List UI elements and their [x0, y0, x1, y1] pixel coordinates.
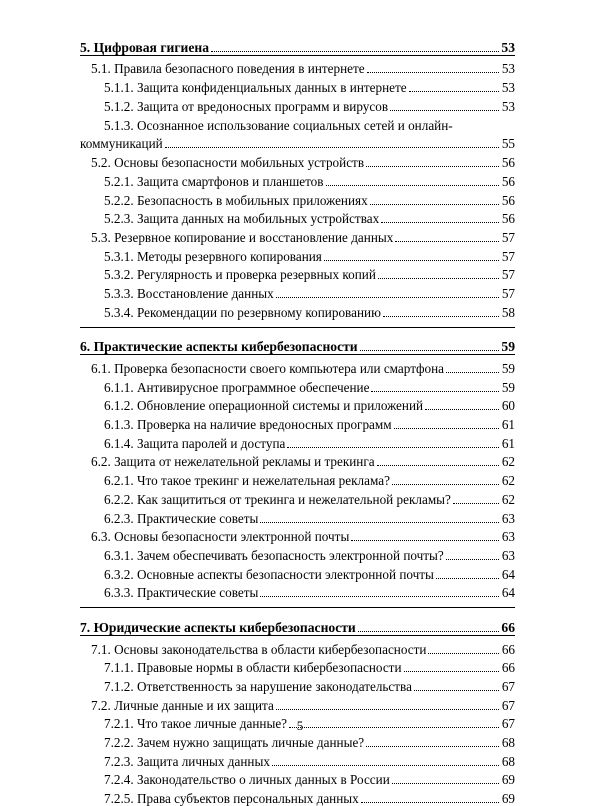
toc-entry[interactable] [80, 507, 515, 526]
page-number: 5 [296, 718, 304, 733]
toc-entry-page: 59 [501, 361, 515, 376]
toc-entry-title: 6.1.4. Защита паролей и доступа [104, 435, 286, 451]
toc-leader-dots [428, 653, 499, 654]
toc-entry[interactable] [80, 170, 515, 189]
toc-entry[interactable] [80, 787, 515, 806]
toc-entry-title: 7.2.3. Защита личных данных [104, 753, 270, 769]
toc-leader-dots [276, 297, 499, 298]
toc-leader-dots [326, 185, 500, 186]
toc-entry-title: 5.3.1. Методы резервного копирования [104, 248, 322, 264]
toc-entry-page: 56 [501, 155, 515, 171]
toc-leader-dots [446, 559, 499, 560]
toc-leader-dots [366, 746, 499, 747]
toc-leader-dots [272, 765, 499, 766]
toc-entry-title: 6. Практические аспекты кибербезопасности [80, 339, 358, 355]
toc-entry[interactable] [80, 432, 515, 451]
toc-entry[interactable] [80, 282, 515, 301]
toc-entry-page: 63 [501, 529, 515, 545]
toc-entry-title: 7.2. Личные данные и их защита [91, 697, 274, 713]
toc-entry-page: 62 [501, 473, 515, 489]
toc-entry[interactable] [80, 657, 515, 676]
toc-entry-title: 5.1. Правила безопасного поведения в интернете [91, 61, 365, 77]
toc-entry[interactable] [80, 357, 515, 376]
toc-chapter[interactable] [80, 336, 515, 356]
toc-entry[interactable] [80, 563, 515, 582]
toc-entry-page: 68 [501, 735, 515, 751]
toc-entry-page: 56 [501, 211, 515, 227]
toc-entry-title: 7. Юридические аспекты кибербезопасности [80, 619, 356, 635]
toc-entry-title: 5.3.2. Регулярность и проверка резервных копий [104, 267, 376, 283]
toc-entry[interactable] [80, 114, 515, 133]
toc-leader-dots [351, 540, 499, 541]
toc-entry[interactable] [80, 451, 515, 470]
chapter-separator [80, 320, 515, 328]
toc-entry-title: 5.1.1. Защита конфиденциальных данных в интернете [104, 80, 407, 96]
toc-entry-page: 69 [501, 772, 515, 788]
toc-leader-dots [414, 690, 499, 691]
toc-entry-page: 57 [501, 267, 515, 283]
toc-entry-title: 5.1.2. Защита от вредоносных программ и вирусов [104, 98, 389, 114]
toc-entry[interactable] [80, 58, 515, 77]
toc-entry-title: 7.1.1. Правовые нормы в области кибербезопасности [104, 660, 402, 676]
toc-entry[interactable] [80, 526, 515, 545]
toc-entry-page: 68 [501, 753, 515, 769]
toc-entry-title: 6.2. Защита от нежелательной рекламы и трекинга [91, 454, 375, 470]
toc-entry[interactable] [80, 731, 515, 750]
toc-leader-dots [260, 596, 499, 597]
toc-leader-dots [392, 484, 499, 485]
toc-leader-dots [395, 241, 499, 242]
toc-leader-dots [287, 447, 499, 448]
toc-leader-dots [378, 278, 499, 279]
toc-entry[interactable] [80, 395, 515, 414]
toc-entry[interactable] [80, 226, 515, 245]
toc-entry[interactable] [80, 264, 515, 283]
toc-entry-title: 6.2.3. Практические советы [104, 510, 259, 526]
toc-entry[interactable] [80, 189, 515, 208]
toc-entry-title: 6.1. Проверка безопасности своего компьютера или смартфона [91, 361, 445, 376]
toc-entry[interactable] [80, 694, 515, 713]
toc-entry[interactable] [80, 675, 515, 694]
toc-leader-dots [383, 316, 499, 317]
toc-entry[interactable] [80, 245, 515, 264]
toc-entry-page: 64 [501, 585, 515, 601]
toc-leader-dots [381, 222, 499, 223]
toc-entry-title: 5.2.1. Защита смартфонов и планшетов [104, 173, 324, 189]
toc-leader-dots [371, 391, 499, 392]
toc-entry[interactable] [80, 376, 515, 395]
toc-entry-title: 7.1. Основы законодательства в области кибербезопасности [91, 641, 427, 657]
toc-entry[interactable] [80, 95, 515, 114]
toc-entry-page: 61 [501, 435, 515, 451]
toc-entry[interactable] [80, 544, 515, 563]
toc-entry-title: 7.2.5. Права субъектов персональных данных [104, 791, 359, 806]
toc-entry-title: коммуникаций [80, 136, 163, 152]
toc-entry-page: 63 [501, 510, 515, 526]
toc-entry-title: 5.1.3. Осознанное использование социальных сетей и онлайн- [104, 117, 453, 133]
chapter-separator [80, 600, 515, 608]
toc-leader-dots [370, 204, 499, 205]
toc-entry-page: 58 [501, 304, 515, 320]
toc-entry-title: 6.3. Основы безопасности электронной почты [91, 529, 350, 545]
toc-entry[interactable] [80, 301, 515, 320]
toc-entry-title: 5.2.3. Защита данных на мобильных устройствах [104, 211, 380, 227]
toc-entry-page: 57 [501, 248, 515, 264]
toc-entry-title: 7.2.4. Законодательство о личных данных в России [104, 772, 390, 788]
toc-entry-title: 7.2.2. Зачем нужно защищать личные данные? [104, 735, 365, 751]
toc-entry-page: 60 [501, 398, 515, 414]
toc-entry-title: 5.2. Основы безопасности мобильных устройств [91, 155, 365, 171]
toc-leader-dots [425, 409, 499, 410]
toc-entry-page: 62 [501, 454, 515, 470]
toc-entry-title: 5. Цифровая гигиена [80, 39, 209, 55]
toc-entry-page: 53 [501, 98, 515, 114]
toc-entry-page: 69 [501, 791, 515, 806]
toc-entry-title: 6.3.1. Зачем обеспечивать безопасность электронной почты? [104, 547, 444, 563]
toc-entry-title: 6.2.2. Как защититься от трекинга и нежелательной рекламы? [104, 491, 451, 507]
toc-leader-dots [392, 783, 499, 784]
toc-entry-page: 66 [501, 660, 515, 676]
toc-entry-title: 6.1.1. Антивирусное программное обеспечение [104, 379, 370, 395]
toc-leader-dots [324, 260, 499, 261]
toc-leader-dots [436, 578, 499, 579]
toc-leader-dots [409, 91, 499, 92]
toc-entry-continuation[interactable] [80, 133, 515, 152]
toc-entry[interactable] [80, 582, 515, 601]
toc-leader-dots [211, 51, 499, 52]
toc-entry-page: 55 [501, 136, 515, 152]
toc-entry[interactable] [80, 469, 515, 488]
toc-chapter[interactable] [80, 616, 515, 636]
toc-leader-dots [260, 522, 499, 523]
toc-entry-title: 6.1.3. Проверка на наличие вредоносных программ [104, 417, 392, 433]
toc-entry-page: 64 [501, 566, 515, 582]
toc-leader-dots [366, 166, 499, 167]
toc-entry-page: 53 [501, 80, 515, 96]
toc-entry-title: 5.2.2. Безопасность в мобильных приложениях [104, 192, 368, 208]
toc-entry[interactable] [80, 750, 515, 769]
toc-entry-page: 63 [501, 547, 515, 563]
table-of-contents [80, 36, 515, 806]
toc-leader-dots [394, 428, 499, 429]
toc-entry-page: 67 [501, 679, 515, 694]
toc-entry-page: 57 [501, 285, 515, 301]
toc-entry-title: 6.1.2. Обновление операционной системы и приложений [104, 398, 424, 414]
toc-leader-dots [165, 147, 499, 148]
toc-entry-page: 53 [501, 39, 515, 55]
toc-leader-dots [367, 72, 499, 73]
toc-entry[interactable] [80, 769, 515, 788]
toc-leader-dots [276, 709, 499, 710]
toc-entry-page: 66 [501, 641, 515, 657]
toc-entry-title: 5.3.3. Восстановление данных [104, 285, 274, 301]
toc-entry-page: 56 [501, 173, 515, 189]
toc-entry-page: 59 [501, 379, 515, 395]
toc-entry[interactable] [80, 638, 515, 657]
toc-entry-title: 7.2.1. Что такое личные данные? [104, 716, 288, 732]
toc-entry-title: 7.1.2. Ответственность за нарушение законодательства [104, 679, 412, 694]
toc-entry-page: 53 [501, 61, 515, 77]
toc-entry-page: 57 [501, 229, 515, 245]
toc-entry-page: 66 [501, 619, 515, 635]
toc-entry[interactable] [80, 488, 515, 507]
toc-entry-title: 6.2.1. Что такое трекинг и нежелательная реклама? [104, 473, 390, 489]
toc-entry[interactable] [80, 151, 515, 170]
toc-leader-dots [358, 631, 499, 632]
toc-leader-dots [390, 110, 499, 111]
toc-entry-title: 5.3.4. Рекомендации по резервному копированию [104, 304, 381, 320]
toc-leader-dots [360, 350, 499, 351]
toc-entry[interactable] [80, 76, 515, 95]
toc-entry-page: 61 [501, 417, 515, 433]
toc-entry-page: 59 [501, 339, 515, 355]
toc-entry-page: 67 [501, 716, 515, 732]
toc-leader-dots [404, 671, 500, 672]
toc-entry-page: 62 [501, 491, 515, 507]
toc-entry[interactable] [80, 208, 515, 227]
toc-entry-page: 56 [501, 192, 515, 208]
toc-entry[interactable] [80, 413, 515, 432]
toc-leader-dots [361, 802, 499, 803]
toc-entry-title: 6.3.3. Практические советы [104, 585, 259, 601]
toc-chapter[interactable] [80, 36, 515, 56]
toc-entry-page: 67 [501, 697, 515, 713]
toc-entry-title: 5.3. Резервное копирование и восстановление данных [91, 229, 394, 245]
toc-leader-dots [446, 372, 499, 373]
toc-leader-dots [377, 465, 499, 466]
toc-leader-dots [453, 503, 499, 504]
toc-entry-title: 6.3.2. Основные аспекты безопасности электронной почты [104, 566, 434, 582]
